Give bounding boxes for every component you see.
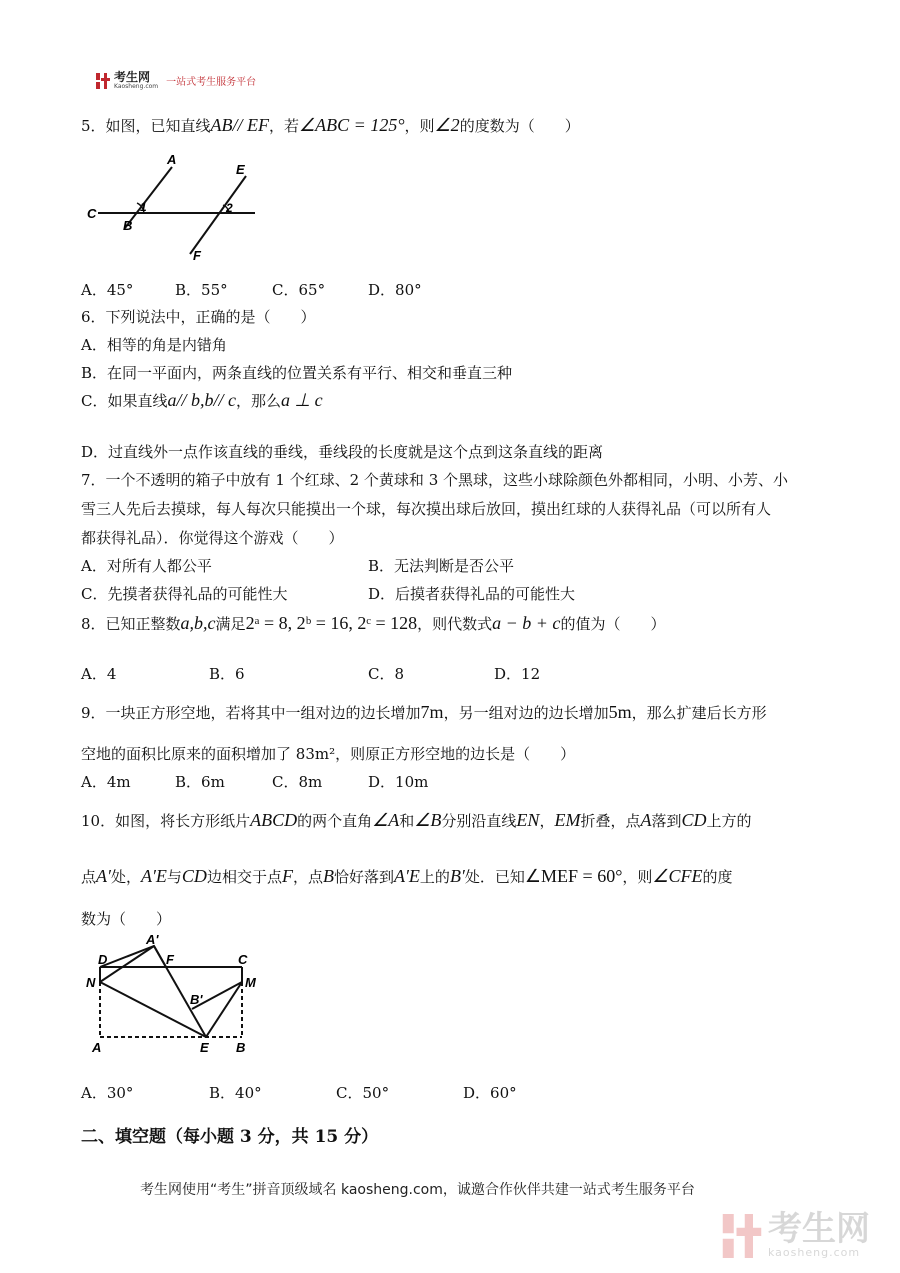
- q10-label-a: A: [92, 1040, 102, 1055]
- q10-line-1: 10．如图，将长方形纸片ABCD的两个直角∠A和∠B分别沿直线EN，EM折叠，点A落到CD上方的: [81, 810, 752, 830]
- watermark-text: 考生网: [768, 1209, 870, 1249]
- q8-option-a: A．4: [81, 665, 117, 683]
- q8-option-b: B．6: [209, 665, 245, 683]
- q7-line-2: 雪三人先后去摸球，每人每次只能摸出一个球，每次摸出球后放回，摸出红球的人获得礼品（可以所有人: [81, 500, 772, 518]
- q5-option-d: D．80°: [368, 281, 422, 299]
- q5-label-a: A: [167, 152, 177, 167]
- q9-line-1: 9．一块正方形空地，若将其中一组对边的边长增加7m，另一组对边的边长增加5m，那么扩建后长方形: [81, 702, 767, 722]
- q7-option-a: A．对所有人都公平: [81, 557, 212, 575]
- q5-line-ef: [190, 176, 246, 254]
- q7-line-3: 都获得礼品）．你觉得这个游戏（ ）: [81, 529, 344, 547]
- q7-option-b: B．无法判断是否公平: [368, 557, 515, 575]
- q10-label-a-prime: A': [146, 932, 159, 947]
- q7-option-d: D．后摸者获得礼品的可能性大: [368, 585, 576, 603]
- watermark: [722, 1209, 870, 1259]
- q8-expr-powers: 2ᵃ = 8, 2ᵇ = 16, 2ᶜ = 128: [245, 613, 418, 633]
- q7-line-1: 7．一个不透明的箱子中放有 1 个红球、2 个黄球和 3 个黑球，这些小球除颜色外都相同，小明、小芳、小: [81, 471, 789, 489]
- q5-expr-angle: ∠ABC = 125°: [299, 115, 405, 135]
- q10-label-f: F: [166, 952, 174, 967]
- q10-line-3: 数为（ ）: [81, 910, 172, 928]
- q9-line-2: 空地的面积比原来的面积增加了 83m²，则原正方形空地的边长是（ ）: [81, 745, 576, 763]
- q10-label-b-prime: B': [190, 992, 203, 1007]
- q8-option-c: C．8: [368, 665, 405, 683]
- q5-option-b: B．55°: [175, 281, 228, 299]
- q5-label-f: F: [193, 248, 201, 263]
- brand-domain: Kaosheng.com: [114, 83, 159, 90]
- q5-stem: 5．如图，已知直线AB// EF，若∠ABC = 125°，则∠2的度数为（ ）: [81, 115, 580, 135]
- q9-expr-7m: 7m: [420, 702, 444, 722]
- brand-slogan: 一站式考生服务平台: [166, 77, 257, 88]
- q5-label-e: E: [236, 162, 245, 177]
- q9-option-c: C．8m: [272, 773, 323, 791]
- watermark-domain: kaosheng.com: [768, 1246, 861, 1259]
- q5-expr-parallel: AB// EF: [210, 115, 270, 135]
- q5-label-2: 2: [226, 201, 233, 215]
- q10-option-c: C．50°: [336, 1084, 390, 1102]
- watermark-logo-icon: [722, 1214, 762, 1258]
- q10-line-2: 点A′处，A′E与CD边相交于点F，点B恰好落到A′E上的B′处．已知∠MEF = 60°，则∠CFE的度: [81, 866, 733, 886]
- q9-option-b: B．6m: [175, 773, 225, 791]
- q8-expr-vars: a,b,c: [180, 613, 216, 633]
- q10-label-m: M: [245, 975, 256, 990]
- q10-label-e: E: [200, 1040, 209, 1055]
- section-2-title: 二、填空题（每小题 3 分，共 15 分）: [81, 1127, 379, 1147]
- q6-expr-parallel: a// b,b// c: [167, 390, 236, 410]
- q10-label-c: C: [238, 952, 248, 967]
- q6-option-c: C．如果直线a// b,b// c，那么a ⊥ c: [81, 390, 323, 410]
- q10-option-a: A．30°: [81, 1084, 134, 1102]
- brand-logo-icon: [96, 73, 110, 89]
- q5-expr-angle2: ∠2: [434, 115, 460, 135]
- q8-stem: 8．已知正整数a,b,c满足2ᵃ = 8, 2ᵇ = 16, 2ᶜ = 128，则代数式a − b + c的值为（ ）: [81, 613, 666, 633]
- q8-option-d: D．12: [494, 665, 541, 683]
- q6-option-b: B．在同一平面内，两条直线的位置关系有平行、相交和垂直三种: [81, 364, 513, 382]
- brand-name: 考生网: [114, 70, 151, 84]
- q6-option-d: D．过直线外一点作该直线的垂线，垂线段的长度就是这个点到这条直线的距离: [81, 443, 604, 461]
- q10-figure: [82, 930, 262, 1056]
- q10-option-d: D．60°: [463, 1084, 517, 1102]
- q10-label-b: B: [236, 1040, 246, 1055]
- q9-expr-5m: 5m: [608, 702, 632, 722]
- q8-expr-sum: a − b + c: [492, 613, 561, 633]
- q10-option-b: B．40°: [209, 1084, 262, 1102]
- q10-label-n: N: [86, 975, 96, 990]
- q5-option-c: C．65°: [272, 281, 326, 299]
- q5-label-c: C: [87, 206, 97, 221]
- q10-label-d: D: [98, 952, 108, 967]
- page-footer: 考生网使用“考生”拼音顶级域名 kaosheng.com，诚邀合作伙伴共建一站式考生服务平台: [140, 1182, 695, 1198]
- q6-option-a: A．相等的角是内错角: [81, 336, 227, 354]
- q5-option-a: A．45°: [81, 281, 134, 299]
- q6-stem: 6．下列说法中，正确的是（ ）: [81, 308, 316, 326]
- q7-option-c: C．先摸者获得礼品的可能性大: [81, 585, 288, 603]
- q5-figure: [80, 150, 270, 265]
- q5-label-b: B: [123, 218, 133, 233]
- q9-option-d: D．10m: [368, 773, 429, 791]
- header-logo: [96, 71, 256, 90]
- q9-option-a: A．4m: [81, 773, 131, 791]
- q5-label-1: 1: [140, 200, 147, 214]
- q6-expr-perp: a ⊥ c: [281, 390, 323, 410]
